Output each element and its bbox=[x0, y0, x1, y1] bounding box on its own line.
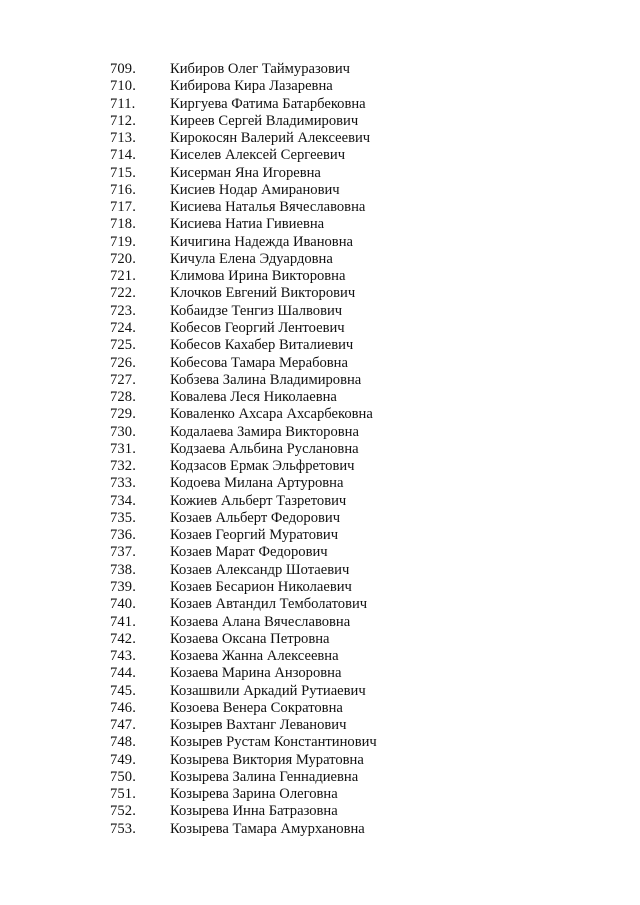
entry-name: Козырева Тамара Амурхановна bbox=[170, 820, 365, 837]
list-item bbox=[110, 355, 610, 372]
list-item bbox=[110, 562, 610, 579]
entry-number: 745. bbox=[110, 682, 136, 699]
list-item bbox=[110, 717, 610, 734]
list-item bbox=[110, 285, 610, 302]
entry-number: 750. bbox=[110, 768, 136, 785]
list-item bbox=[110, 803, 610, 820]
entry-number: 753. bbox=[110, 820, 136, 837]
entry-number: 736. bbox=[110, 527, 136, 544]
entry-number: 724. bbox=[110, 319, 136, 336]
list-item bbox=[110, 734, 610, 751]
entry-number: 740. bbox=[110, 596, 136, 613]
list-item bbox=[110, 475, 610, 492]
entry-number: 731. bbox=[110, 440, 136, 457]
entry-number: 751. bbox=[110, 786, 136, 803]
entry-number: 713. bbox=[110, 130, 136, 147]
entry-number: 720. bbox=[110, 250, 136, 267]
list-item bbox=[110, 579, 610, 596]
list-item bbox=[110, 821, 610, 838]
entry-name: Кобаидзе Тенгиз Шалвович bbox=[170, 302, 343, 319]
entry-number: 748. bbox=[110, 734, 136, 751]
list-item bbox=[110, 165, 610, 182]
entry-number: 738. bbox=[110, 561, 136, 578]
entry-number: 749. bbox=[110, 751, 136, 768]
entry-number: 739. bbox=[110, 578, 136, 595]
name-list bbox=[110, 61, 610, 838]
entry-number: 735. bbox=[110, 509, 136, 526]
entry-name: Коваленко Ахсара Ахсарбековна bbox=[170, 406, 373, 423]
entry-name: Кодалаева Замира Викторовна bbox=[170, 423, 359, 440]
entry-name: Козаев Марат Федорович bbox=[170, 544, 328, 561]
list-item bbox=[110, 700, 610, 717]
entry-name: Кисиева Натиа Гивиевна bbox=[170, 216, 325, 233]
entry-name: Кисерман Яна Игоревна bbox=[170, 164, 321, 181]
entry-name: Козаева Алана Вячеславовна bbox=[170, 613, 351, 630]
entry-number: 741. bbox=[110, 613, 136, 630]
entry-name: Козаев Автандил Темболатович bbox=[170, 596, 368, 613]
list-item bbox=[110, 199, 610, 216]
entry-number: 729. bbox=[110, 406, 136, 423]
entry-name: Кобесов Кахабер Виталиевич bbox=[170, 337, 354, 354]
list-item bbox=[110, 320, 610, 337]
list-item bbox=[110, 372, 610, 389]
list-item bbox=[110, 769, 610, 786]
entry-number: 725. bbox=[110, 337, 136, 354]
list-item bbox=[110, 337, 610, 354]
entry-name: Кодоева Милана Артуровна bbox=[170, 475, 344, 492]
entry-number: 712. bbox=[110, 112, 136, 129]
entry-number: 722. bbox=[110, 285, 136, 302]
entry-name: Козырев Рустам Константинович bbox=[170, 734, 377, 751]
list-item bbox=[110, 614, 610, 631]
entry-name: Кисиев Нодар Амиранович bbox=[170, 181, 340, 198]
entry-number: 744. bbox=[110, 665, 136, 682]
entry-number: 728. bbox=[110, 389, 136, 406]
list-item bbox=[110, 182, 610, 199]
entry-number: 752. bbox=[110, 803, 136, 820]
list-item bbox=[110, 389, 610, 406]
entry-name: Кодзасов Ермак Эльфретович bbox=[170, 458, 355, 475]
list-item bbox=[110, 78, 610, 95]
entry-name: Козаева Марина Анзоровна bbox=[170, 665, 342, 682]
entry-name: Козашвили Аркадий Рутиаевич bbox=[170, 682, 366, 699]
entry-name: Козаев Александр Шотаевич bbox=[170, 561, 350, 578]
entry-name: Козырев Вахтанг Леванович bbox=[170, 717, 347, 734]
list-item bbox=[110, 683, 610, 700]
entry-name: Клочков Евгений Викторович bbox=[170, 285, 356, 302]
list-item bbox=[110, 234, 610, 251]
entry-number: 719. bbox=[110, 233, 136, 250]
list-item bbox=[110, 216, 610, 233]
list-item bbox=[110, 251, 610, 268]
entry-name: Кичула Елена Эдуардовна bbox=[170, 250, 333, 267]
entry-name: Кодзаева Альбина Руслановна bbox=[170, 440, 359, 457]
list-item bbox=[110, 113, 610, 130]
list-item bbox=[110, 631, 610, 648]
list-item bbox=[110, 406, 610, 423]
entry-name: Козырева Залина Геннадиевна bbox=[170, 768, 359, 785]
list-item bbox=[110, 458, 610, 475]
entry-number: 709. bbox=[110, 61, 136, 77]
list-item bbox=[110, 303, 610, 320]
entry-name: Козаев Альберт Федорович bbox=[170, 509, 341, 526]
entry-name: Кирокосян Валерий Алексеевич bbox=[170, 130, 371, 147]
entry-name: Козаева Оксана Петровна bbox=[170, 630, 330, 647]
entry-number: 747. bbox=[110, 717, 136, 734]
list-item bbox=[110, 96, 610, 113]
entry-name: Козаев Георгий Муратович bbox=[170, 527, 339, 544]
entry-number: 718. bbox=[110, 216, 136, 233]
entry-name: Козырева Инна Батразовна bbox=[170, 803, 338, 820]
entry-name: Кобзева Залина Владимировна bbox=[170, 371, 362, 388]
entry-name: Киреев Сергей Владимирович bbox=[170, 112, 359, 129]
list-item bbox=[110, 424, 610, 441]
entry-name: Козоева Венера Сократовна bbox=[170, 699, 343, 716]
list-item bbox=[110, 493, 610, 510]
entry-name: Кисиева Наталья Вячеславовна bbox=[170, 199, 366, 216]
list-item bbox=[110, 596, 610, 613]
entry-number: 726. bbox=[110, 354, 136, 371]
list-item bbox=[110, 61, 610, 78]
entry-name: Кичигина Надежда Ивановна bbox=[170, 233, 353, 250]
entry-number: 743. bbox=[110, 648, 136, 665]
list-item bbox=[110, 544, 610, 561]
entry-number: 730. bbox=[110, 423, 136, 440]
entry-number: 711. bbox=[110, 95, 136, 112]
entry-name: Козаев Бесарион Николаевич bbox=[170, 578, 352, 595]
entry-name: Козырева Виктория Муратовна bbox=[170, 751, 364, 768]
entry-name: Климова Ирина Викторовна bbox=[170, 268, 346, 285]
list-item bbox=[110, 752, 610, 769]
entry-number: 715. bbox=[110, 164, 136, 181]
entry-number: 737. bbox=[110, 544, 136, 561]
entry-name: Козаева Жанна Алексеевна bbox=[170, 648, 339, 665]
list-item bbox=[110, 648, 610, 665]
list-item bbox=[110, 527, 610, 544]
list-item bbox=[110, 130, 610, 147]
entry-number: 714. bbox=[110, 147, 136, 164]
entry-name: Кибиров Олег Таймуразович bbox=[170, 61, 351, 77]
list-item bbox=[110, 510, 610, 527]
entry-number: 746. bbox=[110, 699, 136, 716]
entry-number: 710. bbox=[110, 78, 136, 95]
entry-number: 734. bbox=[110, 492, 136, 509]
entry-name: Киселев Алексей Сергеевич bbox=[170, 147, 346, 164]
entry-name: Кибирова Кира Лазаревна bbox=[170, 78, 333, 95]
entry-number: 733. bbox=[110, 475, 136, 492]
list-item bbox=[110, 665, 610, 682]
entry-name: Козырева Зарина Олеговна bbox=[170, 786, 338, 803]
entry-number: 727. bbox=[110, 371, 136, 388]
entry-number: 716. bbox=[110, 181, 136, 198]
entry-number: 732. bbox=[110, 458, 136, 475]
entry-name: Кобесов Георгий Лентоевич bbox=[170, 319, 345, 336]
list-item bbox=[110, 268, 610, 285]
entry-number: 717. bbox=[110, 199, 136, 216]
entry-name: Кожиев Альберт Тазретович bbox=[170, 492, 347, 509]
entry-name: Кобесова Тамара Мерабовна bbox=[170, 354, 348, 371]
entry-number: 721. bbox=[110, 268, 136, 285]
list-item bbox=[110, 147, 610, 164]
entry-number: 742. bbox=[110, 630, 136, 647]
list-item bbox=[110, 786, 610, 803]
entry-name: Ковалева Леся Николаевна bbox=[170, 389, 337, 406]
entry-number: 723. bbox=[110, 302, 136, 319]
entry-name: Киргуева Фатима Батарбековна bbox=[170, 95, 366, 112]
list-item bbox=[110, 441, 610, 458]
